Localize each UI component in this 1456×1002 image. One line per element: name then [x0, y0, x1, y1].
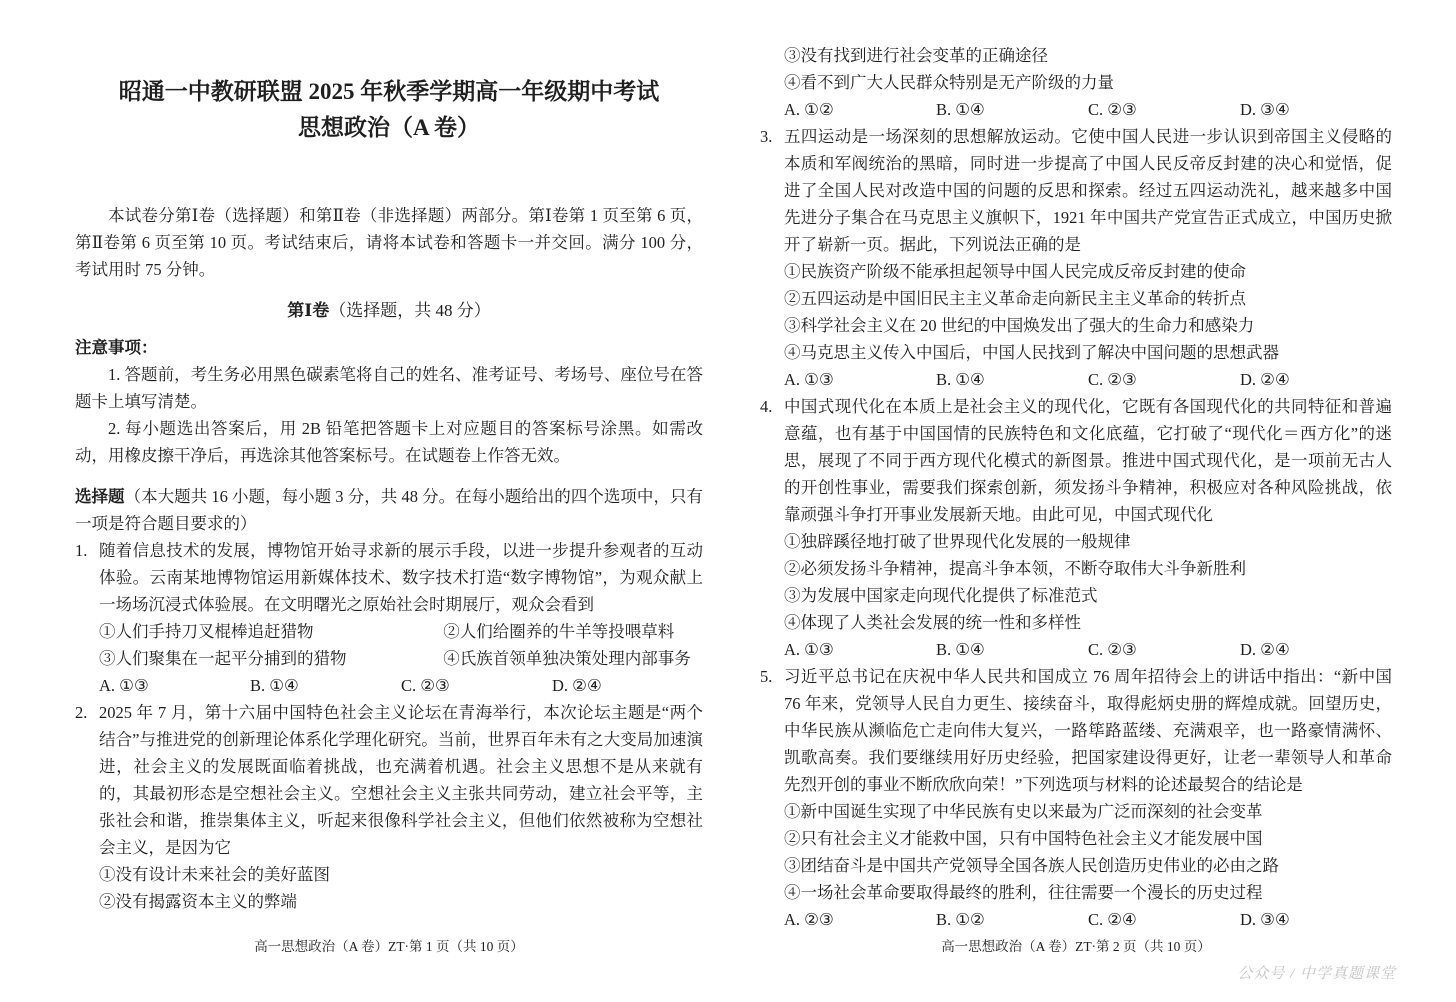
- question-3-answer-choices: [784, 366, 1392, 393]
- question-4-option-4: ④体现了人类社会发展的统一性和多样性: [784, 613, 1081, 632]
- answer-choice-a: A. ①③: [784, 370, 834, 389]
- exam-title: [75, 74, 703, 146]
- question-5-answer-choices: [784, 906, 1392, 933]
- exam-title-line1: 昭通一中教研联盟 2025 年秋季学期高一年级期中考试: [118, 79, 660, 104]
- mc-desc: （本大题共 16 小题，每小题 3 分，共 48 分。在每小题给出的四个选项中，只有一项是符合题目要求的）: [75, 487, 704, 533]
- answer-choice-d: D. ②④: [1240, 370, 1290, 389]
- page-1-footer: 高一思想政治（A 卷）ZT·第 1 页（共 10 页）: [254, 939, 524, 954]
- question-2-continued: [760, 42, 1392, 123]
- answer-choice-b: B. ①④: [936, 640, 985, 659]
- answer-choice-b: B. ①②: [936, 910, 985, 929]
- question-2-number: 2.: [75, 703, 88, 722]
- answer-choice-d: D. ③④: [1240, 100, 1290, 119]
- answer-choice-a: A. ①③: [784, 640, 834, 659]
- question-5-text: 习近平总书记在庆祝中华人民共和国成立 76 周年招待会上的讲话中指出：“新中国 76 年来，党领导人民自力更生、接续奋斗，取得彪炳史册的辉煌成就。回望历史，中华民族从濒临危亡走向伟大复兴，一路筚路蓝缕、充满艰辛，也一路豪情满怀、凯歌高奏。我们要继续用好历史经验，把国家建设得更好，让老一辈领导人和革命先烈开创的事业不断欣欣向荣！”下列选项与材料的论述最契合的结论是: [784, 667, 1392, 794]
- answer-choice-d: D. ②④: [552, 676, 602, 695]
- answer-choice-b: B. ①④: [250, 676, 299, 695]
- mc-section-intro: [75, 483, 703, 537]
- question-2-option-2: ②没有揭露资本主义的弊端: [99, 892, 297, 911]
- watermark: 公众号 / 中学真题课堂: [1237, 966, 1396, 982]
- question-2: [75, 699, 703, 915]
- answer-choice-c: C. ②④: [1088, 910, 1137, 929]
- notice-item-1: 1. 答题前，考生务必用黑色碳素笔将自己的姓名、准考证号、考场号、座位号在答题卡上填写清楚。: [75, 365, 703, 411]
- question-3-number: 3.: [760, 127, 773, 146]
- section-subtitle: （选择题，共 48 分）: [329, 301, 491, 320]
- question-4-number: 4.: [760, 397, 773, 416]
- question-5-option-3: ③团结奋斗是中国共产党领导全国各族人民创造历史伟业的必由之路: [784, 856, 1279, 875]
- question-2-answer-choices: [784, 96, 1392, 123]
- question-4-option-2: ②必须发扬斗争精神，提高斗争本领，不断夺取伟大斗争新胜利: [784, 559, 1246, 578]
- question-4-answer-choices: [784, 636, 1392, 663]
- answer-choice-c: C. ②③: [401, 676, 450, 695]
- answer-choice-d: D. ②④: [1240, 640, 1290, 659]
- question-1-option-4: ④氏族首领单独决策处理内部事务: [443, 649, 691, 668]
- question-2-option-3: ③没有找到进行社会变革的正确途径: [784, 46, 1048, 65]
- answer-choice-a: A. ①③: [99, 676, 149, 695]
- question-5-option-2: ②只有社会主义才能救中国，只有中国特色社会主义才能发展中国: [784, 829, 1263, 848]
- question-1-option-3: ③人们聚集在一起平分捕到的猎物: [99, 649, 347, 668]
- answer-choice-c: C. ②③: [1088, 640, 1137, 659]
- question-5-number: 5.: [760, 667, 773, 686]
- question-1-option-1: ①人们手持刀叉棍棒追赶猎物: [99, 622, 314, 641]
- page-2-footer: 高一思想政治（A 卷）ZT·第 2 页（共 10 页）: [941, 939, 1211, 954]
- question-3-option-1: ①民族资产阶级不能承担起领导中国人民完成反帝反封建的使命: [784, 262, 1246, 281]
- question-5-option-1: ①新中国诞生实现了中华民族有史以来最为广泛而深刻的社会变革: [784, 802, 1263, 821]
- section-title: 第Ⅰ卷: [287, 301, 330, 320]
- answer-choice-c: C. ②③: [1088, 370, 1137, 389]
- question-2-option-4: ④看不到广大人民群众特别是无产阶级的力量: [784, 73, 1114, 92]
- answer-choice-c: C. ②③: [1088, 100, 1137, 119]
- page-1: [75, 0, 703, 1002]
- question-5-option-4: ④一场社会革命要取得最终的胜利，往往需要一个漫长的历史过程: [784, 883, 1263, 902]
- question-2-option-1: ①没有设计未来社会的美好蓝图: [99, 865, 330, 884]
- intro-paragraph: 本试卷分第Ⅰ卷（选择题）和第Ⅱ卷（非选择题）两部分。第Ⅰ卷第 1 页至第 6 页，第Ⅱ卷第 6 页至第 10 页。考试结束后，请将本试卷和答题卡一并交回。满分 100 分，考试用时 75 分钟。: [75, 206, 703, 279]
- question-1-options: [99, 618, 703, 672]
- mc-heading: 选择题: [75, 487, 125, 506]
- answer-choice-b: B. ①④: [936, 370, 985, 389]
- notice-heading: 注意事项：: [75, 338, 158, 357]
- question-1: [75, 537, 703, 699]
- question-4-option-3: ③为发展中国家走向现代化提供了标准范式: [784, 586, 1098, 605]
- question-3-option-4: ④马克思主义传入中国后，中国人民找到了解决中国问题的思想武器: [784, 343, 1279, 362]
- question-4-option-1: ①独辟蹊径地打破了世界现代化发展的一般规律: [784, 532, 1131, 551]
- question-3-option-2: ②五四运动是中国旧民主主义革命走向新民主主义革命的转折点: [784, 289, 1246, 308]
- question-1-answer-choices: [99, 672, 703, 699]
- question-1-text: 随着信息技术的发展，博物馆开始寻求新的展示手段，以进一步提升参观者的互动体验。云南某地博物馆运用新媒体技术、数字技术打造“数字博物馆”，为观众献上一场场沉浸式体验展。在文明曙光之原始社会时期展厅，观众会看到: [99, 541, 703, 614]
- question-5: [760, 663, 1392, 933]
- question-3-text: 五四运动是一场深刻的思想解放运动。它使中国人民进一步认识到帝国主义侵略的本质和军阀统治的黑暗，同时进一步提高了中国人民反帝反封建的决心和觉悟，促进了全国人民对改造中国的问题的反思和探索。经过五四运动洗礼，越来越多中国先进分子集合在马克思主义旗帜下，1921 年中国共产党宣告正式成立，中国历史掀开了崭新一页。据此，下列说法正确的是: [784, 127, 1392, 254]
- answer-choice-a: A. ①②: [784, 100, 834, 119]
- answer-choice-a: A. ②③: [784, 910, 834, 929]
- answer-choice-d: D. ③④: [1240, 910, 1290, 929]
- question-2-text: 2025 年 7 月，第十六届中国特色社会主义论坛在青海举行，本次论坛主题是“两个结合”与推进党的创新理论体系化学理化研究。当前，世界百年未有之大变局加速演进，社会主义的发展既面临着挑战，也充满着机遇。社会主义思想不是从来就有的，其最初形态是空想社会主义。空想社会主义主张共同劳动，建立社会平等，主张社会和谐，推崇集体主义，听起来很像科学社会主义，但他们依然被称为空想社会主义，是因为它: [99, 703, 703, 857]
- page-2: [760, 0, 1392, 1002]
- section-header: [75, 297, 703, 324]
- question-3-option-3: ③科学社会主义在 20 世纪的中国焕发出了强大的生命力和感染力: [784, 316, 1255, 335]
- question-4-text: 中国式现代化在本质上是社会主义的现代化，它既有各国现代化的共同特征和普遍意蕴，也有基于中国国情的民族特色和文化底蕴，它打破了“现代化＝西方化”的迷思，展现了不同于西方现代化模式的新图景。推进中国式现代化，是一项前无古人的开创性事业，需要我们探索创新，须发扬斗争精神，积极应对各种风险挑战，依靠顽强斗争打开事业发展新天地。由此可见，中国式现代化: [784, 397, 1392, 524]
- notice-item-2: 2. 每小题选出答案后，用 2B 铅笔把答题卡上对应题目的答案标号涂黑。如需改动，用橡皮擦干净后，再选涂其他答案标号。在试题卷上作答无效。: [75, 419, 703, 465]
- answer-choice-b: B. ①④: [936, 100, 985, 119]
- question-1-option-2: ②人们给圈养的牛羊等投喂草料: [443, 622, 675, 641]
- question-4: [760, 393, 1392, 663]
- question-3: [760, 123, 1392, 393]
- question-1-number: 1.: [75, 541, 88, 560]
- exam-title-line2: 思想政治（A 卷）: [297, 115, 481, 140]
